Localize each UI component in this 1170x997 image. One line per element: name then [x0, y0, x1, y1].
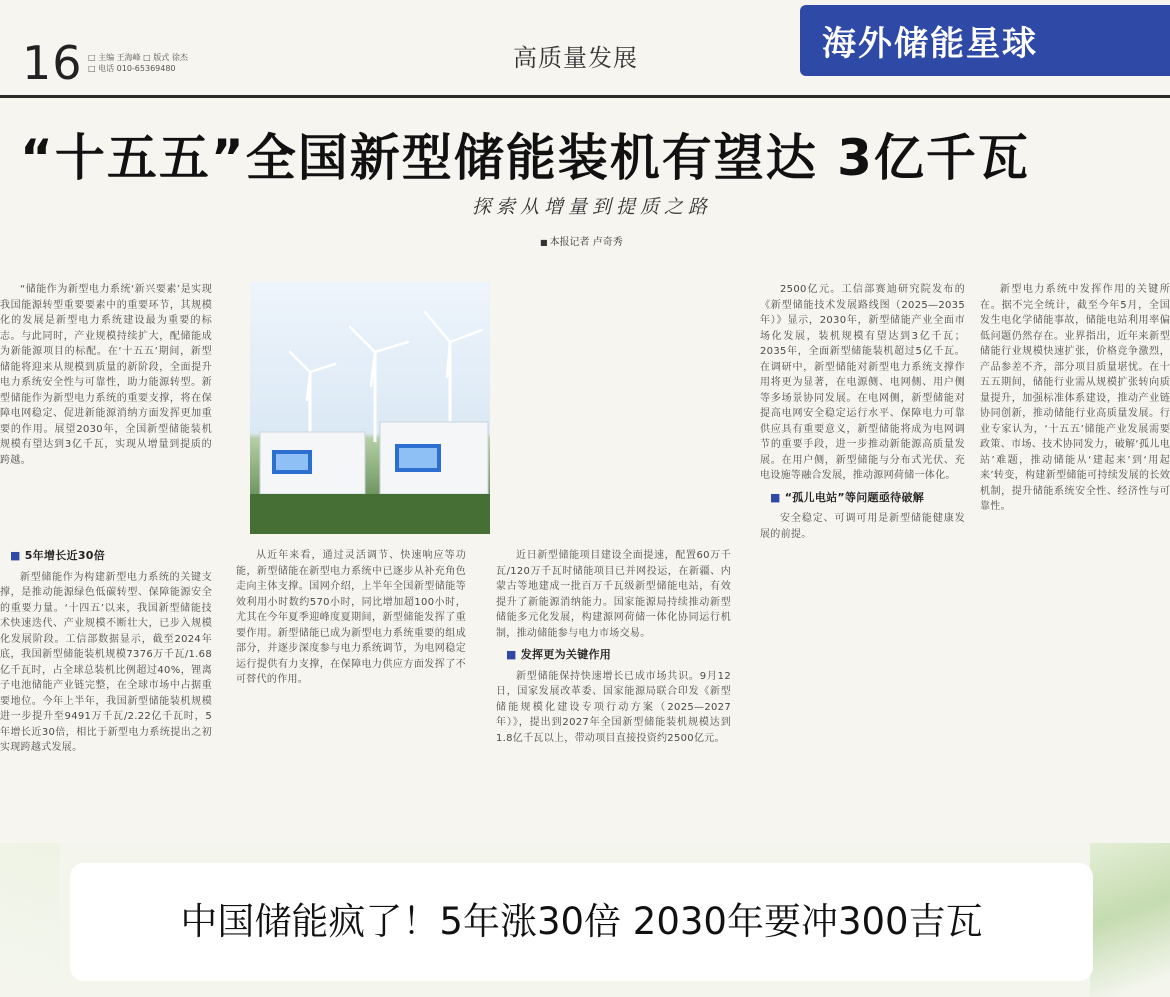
article-column: [0, 542, 212, 822]
masthead-info-line: □ 电话 010-65369480: [88, 64, 176, 73]
article-headline: “十五五”全国新型储能装机有望达 3亿千瓦: [20, 129, 1030, 187]
page-number: 16: [22, 36, 83, 90]
article-paragraph: 2500亿元。工信部赛迪研究院发布的《新型储能技术发展路线图（2025—2035年）》显示，2030年，新型储能产业全面市场化发展，装机规模有望达到3亿千瓦；2035年，全面新型储能装机超过5亿千瓦。在调研中，新型储能对新型电力系统支撑作用将更为显著，在电源侧、电网侧、用户侧等多场景协同发展。在电网侧，新型储能对提高电网安全稳定运行水平、保障电力可靠供应具有重要意义，新型储能将成为电网调节的重要手段，进一步推动新能源高质量发展。在用户侧，新型储能与分布式光伏、充电设施等融合发展，推动源网荷储一体化。: [760, 284, 965, 481]
section-subheading: [760, 490, 965, 506]
article-paragraph: 安全稳定、可调可用是新型储能健康发展的前提。: [760, 513, 965, 540]
brand-badge: 海外储能星球: [800, 5, 1170, 76]
masthead-info: [88, 52, 228, 74]
article-paragraph: 新型电力系统中发挥作用的关键所在。据不完全统计，截至今年5月，全国发生电化学储能事故，储能电站利用率偏低问题仍然存在。业界指出，近年来新型储能行业规模快速扩张，价格竞争激烈，产品参差不齐，部分项目质量堪忧。在十五五期间，储能行业需从规模扩张转向质量提升，加强标准体系建设，推动产业链协同创新，推动储能行业高质量发展。行业专家认为，‘十五五’储能产业发展需要政策、市场、技术协同发力，破解‘孤儿电站’难题，推动储能从‘建起来’到‘用起来’转变，构建新型储能可持续发展的长效机制，提升储能系统安全性、经济性与可靠性。: [980, 284, 1170, 512]
caption-text: 中国储能疯了！5年涨30倍 2030年要冲300吉瓦: [180, 900, 983, 943]
article-paragraph: 新型储能作为构建新型电力系统的关键支撑，是推动能源绿色低碳转型、保障能源安全的重要力量。‘十四五’以来，我国新型储能技术快速迭代、产业规模不断壮大，已步入规模化发展阶段。工信部数据显示，截至2024年底，我国新型储能装机规模7376万千瓦/1.68亿千瓦时，占全球总装机比例超过40%，锂离子电池储能产业链完整，在全球市场中占据重要地位。今年上半年，我国新型储能装机规模进一步提升至9491万千瓦/2.22亿千瓦时，5年增长近30倍，相比于新型电力系统提出之初实现跨越式发展。: [0, 571, 212, 753]
subheading-text: 发挥更为关键作用: [520, 648, 612, 661]
caption-box: [70, 863, 1093, 981]
leaf-decoration-right: [1090, 843, 1170, 997]
energy-storage-photo: [250, 282, 490, 534]
section-subheading: [496, 647, 731, 663]
article-byline: ■ 本报记者 卢奇秀: [540, 233, 623, 248]
article-column: [0, 282, 212, 534]
article-paragraph: “储能作为新型电力系统‘新兴要素’是实现我国能源转型重要要素中的重要环节，其规模化的发展是新型电力系统建设最为重要的标志。与此同时，产业规模持续扩大，配储能成为新能源项目的标配。在‘十五五’期间，新型储能将迎来从规模到质量的新阶段，全面提升电力系统安全性与可靠性，助力能源转型。新型储能作为新型电力系统的重要支撑，将在保障电网稳定、促进新能源消纳方面发挥更加重要的作用。展望2030年，全国新型储能装机规模有望达到3亿千瓦，实现从增量到提质的跨越。: [0, 284, 212, 466]
section-subheading: [0, 548, 212, 564]
masthead-info-line: □ 主编 王海峰 □ 版式 徐杰: [88, 53, 188, 62]
square-bullet-icon: ■: [10, 549, 21, 562]
leaf-decoration-left: [0, 843, 60, 997]
article-column: [980, 282, 1170, 822]
article-paragraph: 从近年来看，通过灵活调节、快速响应等功能，新型储能在新型电力系统中已逐步从补充角色走向主体支撑。国网介绍，上半年全国新型储能等效利用小时数约570小时，同比增加超100小时，尤其在今年夏季迎峰度夏期间，新型储能发挥了重要作用。新型储能已成为新型电力系统重要的组成部分，并逐步深度参与电力系统调节，为电网稳定运行提供有力支撑，在保障电力供应方面发挥了不可替代的作用。: [236, 550, 466, 685]
article-paragraph: 新型储能保持快速增长已成市场共识。9月12日，国家发展改革委、国家能源局联合印发《新型储能规模化建设专项行动方案（2025—2027年）》，提出到2027年全国新型储能装机规模达到1.8亿千瓦以上，带动项目直接投资约2500亿元。: [496, 670, 731, 744]
subheading-text: 5年增长近30倍: [24, 549, 106, 562]
article-column: [236, 548, 466, 820]
square-bullet-icon: ■: [770, 490, 781, 504]
article-subheadline: 探索从增量到提质之路: [472, 196, 713, 218]
article-paragraph: 近日新型储能项目建设全面提速，配置60万千瓦/120万千瓦时储能项目已并网投运，在新疆、内蒙古等地建成一批百万千瓦级新型储能电站，有效提升了新能源消纳能力。国家能源局持续推动新型储能多元化发展，构建源网荷储一体化协同运行机制，推动储能参与电力市场交易。: [496, 550, 731, 639]
square-bullet-icon: ■: [506, 648, 517, 661]
article-column: [496, 548, 731, 820]
article-column: [760, 282, 965, 822]
masthead-divider: [0, 95, 1170, 98]
section-label: 高质量发展: [513, 44, 638, 72]
subheading-text: “孤儿电站”等问题亟待破解: [784, 490, 925, 504]
